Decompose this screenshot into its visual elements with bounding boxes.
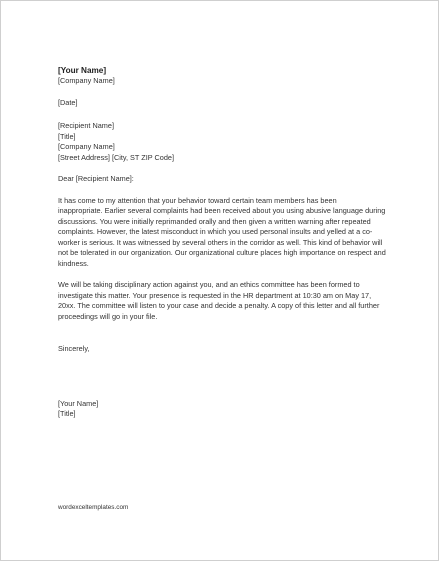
recipient-company: [Company Name]	[58, 142, 115, 151]
recipient-block	[58, 121, 394, 163]
sender-name: [Your Name]	[58, 66, 107, 75]
signature-name: [Your Name]	[58, 398, 99, 408]
closing: Sincerely,	[58, 344, 90, 353]
paragraph-1	[58, 196, 394, 270]
paragraph-line: inappropriate. Earlier several complaints had been received about you using abusive language during	[58, 206, 386, 215]
letter-body	[58, 65, 394, 420]
paragraph-line: 20xx. The committee will listen to your case and decide a penalty. A copy of this letter and all further	[58, 301, 380, 310]
salutation: Dear [Recipient Name]:	[58, 174, 134, 183]
paragraph-line: complaints. However, the latest misconduct in which you used personal insults and yelled at a co-	[58, 227, 373, 236]
paragraph-2	[58, 280, 394, 322]
paragraph-line: It has come to my attention that your behavior toward certain team members has been	[58, 195, 337, 205]
recipient-name: [Recipient Name]	[58, 121, 114, 130]
paragraph-line: investigate this matter. Your presence is requested in the HR department at 10:30 am on May 17,	[58, 290, 372, 300]
paragraph-line: discussions. You were initially reprimanded orally and then given a written warning after repeated	[58, 216, 371, 226]
signature-title: [Title]	[58, 409, 76, 418]
footer-website: wordexceltemplates.com	[58, 504, 129, 511]
letter-date: [Date]	[58, 97, 78, 107]
paragraph-line: kindness.	[58, 258, 89, 268]
paragraph-line: worker is serious. It was witnessed by several others in the corridor as well. This kind of behavior will	[58, 237, 383, 247]
paragraph-line: proceedings will go in your file.	[58, 311, 158, 321]
recipient-address: [Street Address] [City, ST ZIP Code]	[58, 152, 174, 162]
recipient-title: [Title]	[58, 131, 76, 141]
paragraph-line: not be tolerated in our organization. Our organizational culture places high importance on respect and	[58, 248, 386, 257]
paragraph-line: We will be taking disciplinary action against you, and an ethics committee has been formed to	[58, 280, 360, 289]
sender-company: [Company Name]	[58, 76, 115, 85]
